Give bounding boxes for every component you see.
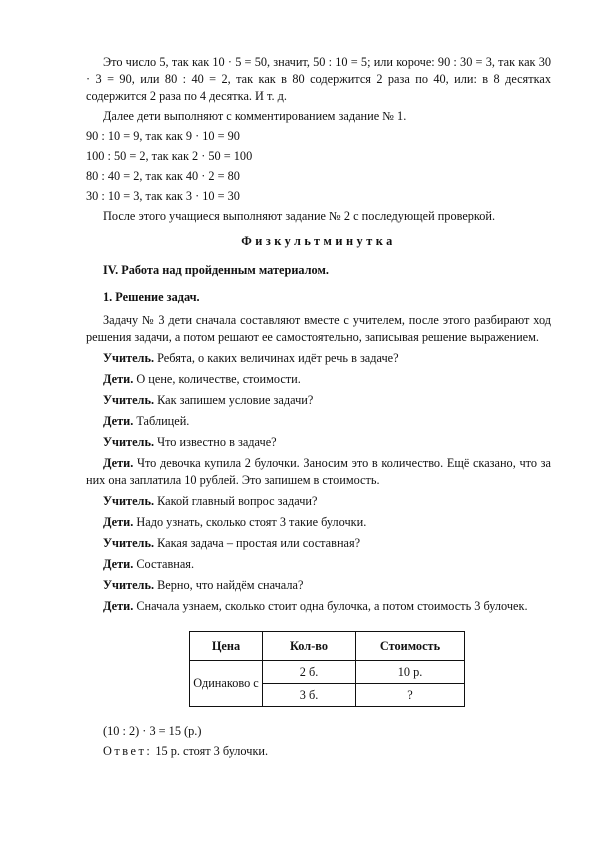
header-price: Цена [190,632,263,661]
dialog-text: Ребята, о каких величинах идёт речь в задаче? [154,351,399,365]
dialog-text: Надо узнать, сколько стоят 3 такие булочки. [133,515,367,529]
answer-label: Ответ: [103,744,153,758]
task-2-note: После этого учащиеся выполняют задание № 2 с последующей проверкой. [103,209,496,223]
header-cost: Стоимость [356,632,465,661]
equation-line: 90 : 10 = 9, так как 9 · 10 = 90 [86,129,240,143]
dialog-line [86,493,551,510]
speaker-label: Учитель. [103,578,155,592]
speaker-label: Дети. [103,456,134,470]
speaker-label: Дети. [103,414,134,428]
dialog-line [86,392,551,409]
speaker-label: Учитель. [103,393,155,407]
table-row [190,661,465,684]
speaker-label: Дети. [103,599,134,613]
fizminutka-heading: Физкультминутка [241,234,396,248]
dialog-line [86,413,551,430]
dialog-line [86,350,551,367]
task-table [189,631,465,707]
dialog-text: Какой главный вопрос задачи? [154,494,318,508]
answer-text: 15 р. стоят 3 булочки. [152,744,269,758]
speaker-label: Дети. [103,557,134,571]
dialog-text: Таблицей. [133,414,190,428]
section-heading: IV. Работа над пройденным материалом. [103,263,329,277]
dialog-text: Что известно в задаче? [154,435,277,449]
dialog-text: Сначала узнаем, сколько стоит одна булочка, а потом стоимость 3 булочек. [133,599,528,613]
speaker-label: Учитель. [103,435,155,449]
dialog-line [86,598,551,615]
quantity-cell: 2 б. [263,661,356,684]
dialog-text: Как запишем условие задачи? [154,393,314,407]
dialog-line [86,455,551,489]
dialog-text: Составная. [133,557,195,571]
answer-line [86,743,551,760]
document-page [86,54,551,760]
dialog-line [86,434,551,451]
dialog-text: Какая задача – простая или составная? [154,536,361,550]
task-1-note: Далее дети выполняют с комментированием задание № 1. [103,109,407,123]
speaker-label: Дети. [103,372,134,386]
header-quantity: Кол-во [263,632,356,661]
task-intro-paragraph: Задачу № 3 дети сначала составляют вместе с учителем, после этого разбирают ход решения задачи, а потом решают ее самостоятельно, записывая решение выражением. [86,313,551,344]
dialog-line [86,535,551,552]
intro-paragraph: Это число 5, так как 10 · 5 = 50, значит, 50 : 10 = 5; или короче: 90 : 30 = 3, так как 30 · 3 = 90, или 80 : 40 = 2, так как в 80 содержится 2 раза по 40, или: в 8 десятках содержится 2 раза по 4 десятка. И т. д. [86,55,551,103]
equation-line: 30 : 10 = 3, так как 3 · 10 = 30 [86,189,240,203]
solution-line: (10 : 2) · 3 = 15 (р.) [103,724,202,738]
speaker-label: Учитель. [103,351,155,365]
subsection-heading: 1. Решение задач. [103,290,200,304]
dialog [86,350,551,615]
dialog-line [86,371,551,388]
equation-line: 100 : 50 = 2, так как 2 · 50 = 100 [86,149,253,163]
dialog-text: О цене, количестве, стоимости. [133,372,301,386]
dialog-line [86,514,551,531]
cost-cell: 10 р. [356,661,465,684]
dialog-text: Что девочка купила 2 булочки. Заносим это в количество. Ещё сказано, что за них она заплатила 10 рублей. Это запишем в стоимость. [86,456,551,487]
price-cell: Одинаково с [190,661,263,707]
speaker-label: Учитель. [103,536,155,550]
dialog-line [86,556,551,573]
dialog-text: Верно, что найдём сначала? [154,578,304,592]
quantity-cell: 3 б. [263,684,356,707]
speaker-label: Дети. [103,515,134,529]
speaker-label: Учитель. [103,494,155,508]
table-header-row [190,632,465,661]
dialog-line [86,577,551,594]
cost-cell: ? [356,684,465,707]
equation-line: 80 : 40 = 2, так как 40 · 2 = 80 [86,169,240,183]
